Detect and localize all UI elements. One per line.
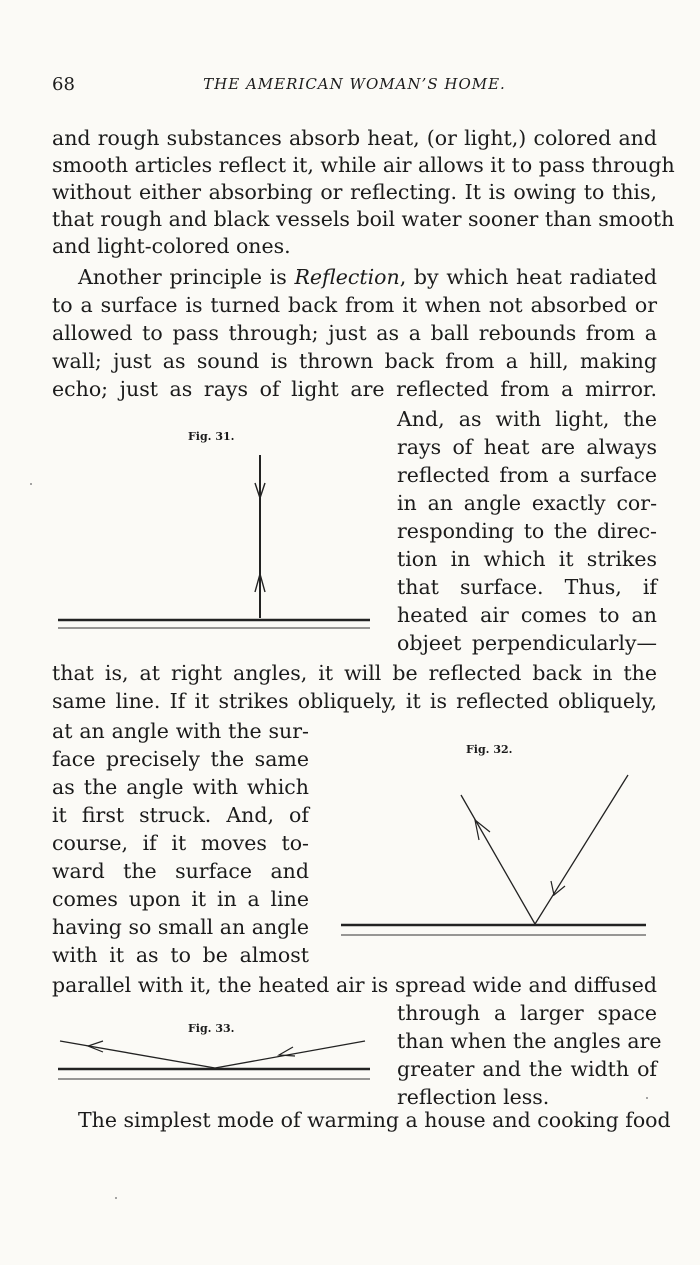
text-line: in an angle exactly cor- (397, 491, 657, 515)
text-line: comes upon it in a line (52, 887, 309, 911)
paper-speck (115, 1197, 117, 1199)
text-line: The simplest mode of warming a house and cooking food (78, 1108, 671, 1132)
text-line: rays of heat are always (397, 435, 657, 459)
text-line: objeet perpendicularly— (397, 631, 657, 655)
paper-speck (30, 483, 32, 485)
fig33-incoming-ray (215, 1041, 365, 1068)
fig31-label: Fig. 31. (188, 430, 235, 443)
text-line: tion in which it strikes (397, 547, 657, 571)
text-line: smooth articles reflect it, while air allows it to pass through (52, 153, 675, 177)
text-line: responding to the direc- (397, 519, 657, 543)
text-line: course, if it moves to- (52, 831, 309, 855)
text-line: greater and the width of (397, 1057, 657, 1081)
fig31-diagram (55, 450, 375, 635)
text-line: at an angle with the sur- (52, 719, 309, 743)
text-line: parallel with it, the heated air is spread wide and diffused (52, 973, 657, 997)
text-line: it first struck. And, of (52, 803, 309, 827)
running-title: THE AMERICAN WOMAN’S HOME. (203, 75, 506, 93)
emphasis-reflection: Reflection (294, 265, 400, 289)
text-line: reflected from a surface (397, 463, 657, 487)
text-line: to a surface is turned back from it when not absorbed or (52, 293, 657, 317)
text-line: than when the angles are (397, 1029, 662, 1053)
text-line: as the angle with which (52, 775, 309, 799)
fig32-diagram (338, 770, 653, 940)
text-line: allowed to pass through; just as a ball rebounds from a (52, 321, 657, 345)
text-line: And, as with light, the (397, 407, 657, 431)
text-line: reflection less. (397, 1085, 550, 1109)
text-line: and light-colored ones. (52, 234, 291, 258)
fig33-arrow-reflected (88, 1041, 103, 1052)
text-line: wall; just as sound is thrown back from a hill, making (52, 349, 657, 373)
text-line: that is, at right angles, it will be reflected back in the (52, 661, 657, 685)
page-number: 68 (52, 74, 75, 95)
paper-speck (646, 1097, 648, 1099)
text-line: that surface. Thus, if (397, 575, 657, 599)
text-line: having so small an angle (52, 915, 309, 939)
text-line: and rough substances absorb heat, (or light,) colored and (52, 126, 657, 150)
text-line-with-emphasis (78, 264, 657, 291)
fig32-incoming-ray (535, 775, 628, 924)
text-line: same line. If it strikes obliquely, it is reflected obliquely, (52, 689, 657, 713)
text-line: face precisely the same (52, 747, 309, 771)
text-line: with it as to be almost (52, 943, 309, 967)
fig33-label: Fig. 33. (188, 1022, 235, 1035)
text-line: echo; just as rays of light are reflected from a mirror. (52, 377, 657, 401)
fig32-label: Fig. 32. (466, 743, 513, 756)
text-segment: , by which heat radiated (399, 265, 657, 289)
text-line: through a larger space (397, 1001, 657, 1025)
text-line: heated air comes to an (397, 603, 657, 627)
text-line: without either absorbing or reflecting. It is owing to this, (52, 180, 657, 204)
fig33-diagram (55, 1035, 375, 1085)
fig33-reflected-ray (60, 1041, 215, 1068)
text-line: that rough and black vessels boil water sooner than smooth (52, 207, 675, 231)
text-line: ward the surface and (52, 859, 309, 883)
fig32-reflected-ray (461, 795, 535, 924)
text-segment: Another principle is (78, 265, 295, 289)
